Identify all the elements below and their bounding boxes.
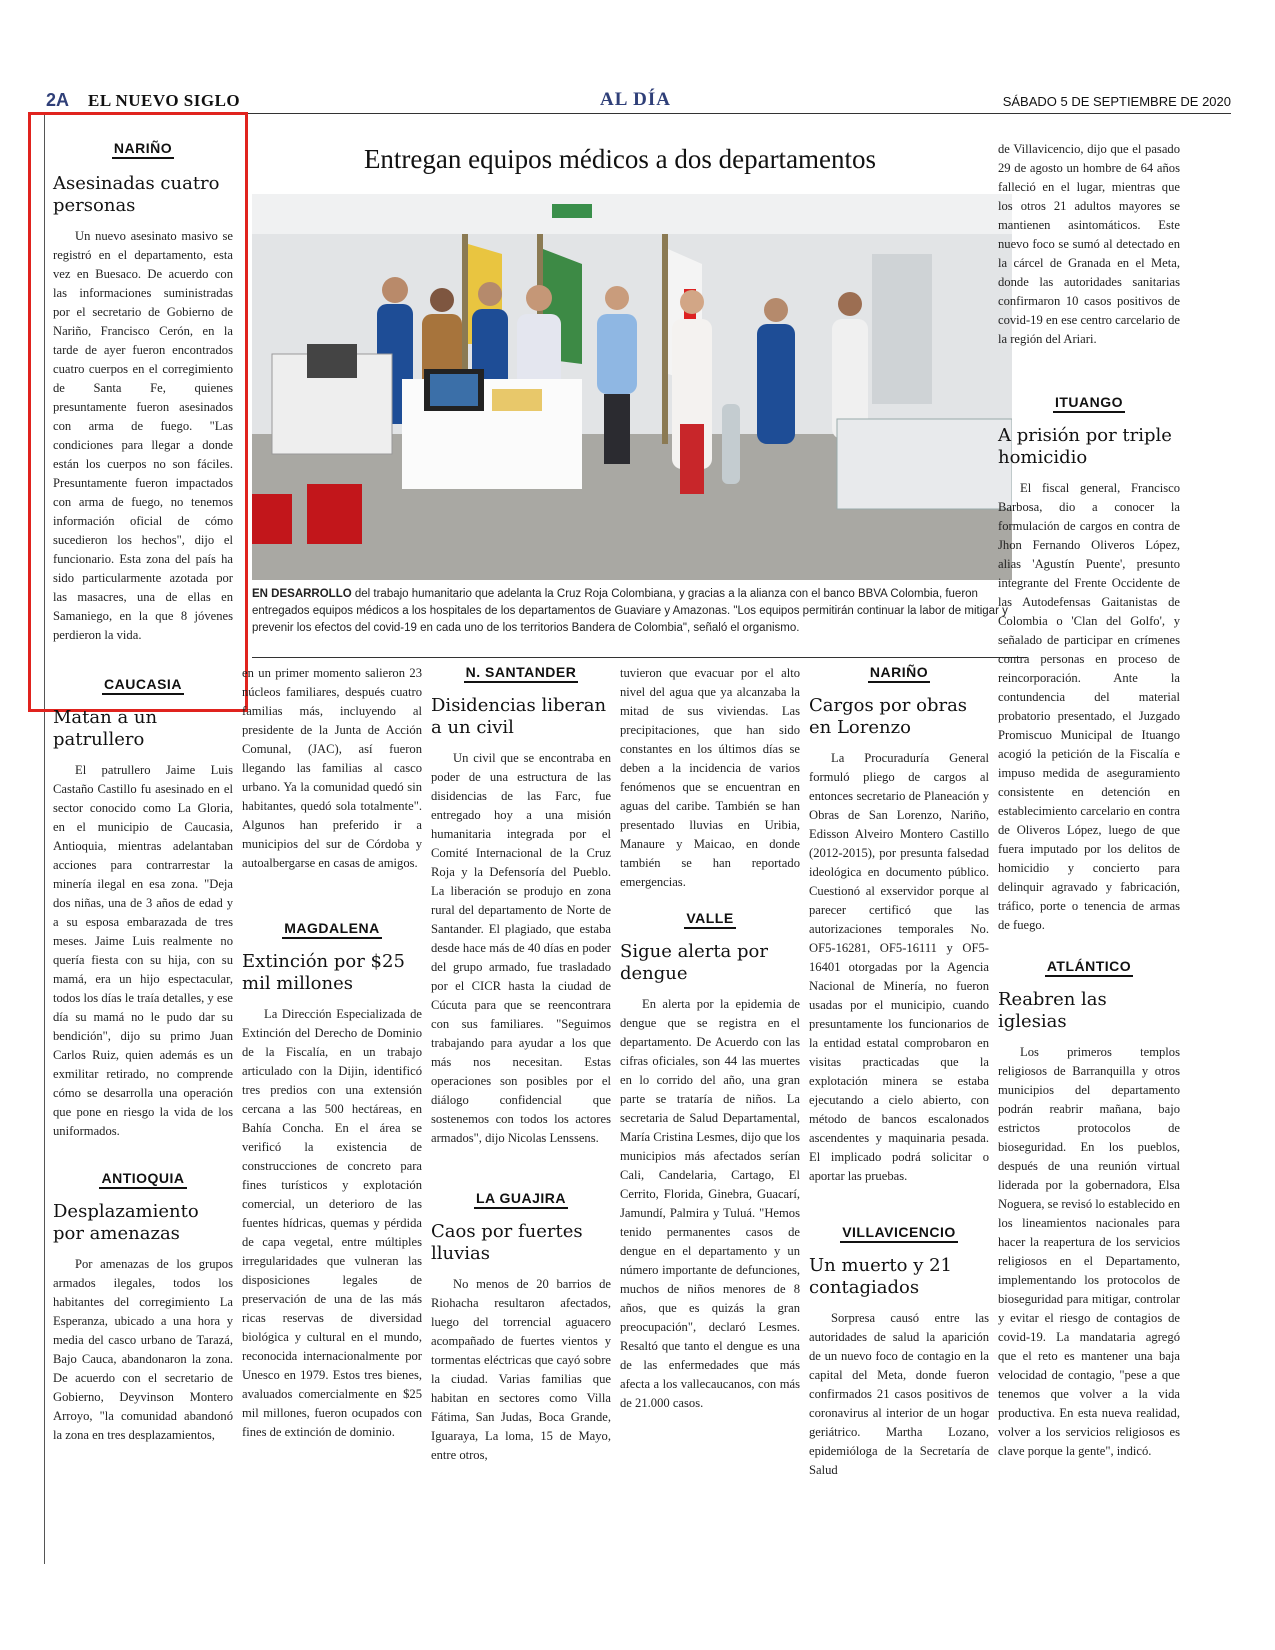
article-body: La Procuraduría General formuló pliego de cargos al entonces secretario de Planeación y Obras de San Lorenzo, Nariño, Edisson Alveiro Montero Castillo (2012-2015), por presunta falsedad ideológica en documento público. Cuestionó al exservidor porque al parecer certificó que las autorizaciones temporales No. OF5-16281, OF5-16111 y OF5-16401 otorgadas por la Agencia Nacional de Minería, no fueron usadas por el municipio, cuando presuntamente los funcionarios de la entidad estatal comprobaron en visitas practicadas que la explotación minera se estaba ejecutando a cielo abierto, con método de bancos escalonados ascendentes y maquinaria pesada. El implicado podrá solicitar o aportar las pruebas. bbox=[809, 751, 989, 1183]
article-body: El fiscal general, Francisco Barbosa, dio a conocer la formulación de cargos en contra de Jhon Fernando Oliveros López, alias 'Agustín Puente', presunto integrante del Frente Occidente de las Autodefensas Gaitanistas de Colombia o 'Clan del Golfo', y señalado de participar en crímenes contra personas en proceso de reincorporación. Ante la contundencia del material probatorio presentado, el Juzgado Promiscuo Municipal de Ituango acogió la petición de la Fiscalía e impuso medida de aseguramiento consistente en detención en establecimiento carcelario en contra de Oliveros López, luego de que fuera imputado por los delitos de homicidio y concierto para delinquir agravado y fabricación, tráfico, porte o tenencia de armas de fuego. bbox=[998, 481, 1180, 932]
article-kicker: MAGDALENA bbox=[242, 920, 422, 939]
feature-photo bbox=[252, 194, 1012, 580]
page-number: 2A bbox=[46, 90, 70, 110]
article-body: Los primeros templos religiosos de Barranquilla y otros municipios del departamento podrán reabrir mañana, bajo estrictos protocolos de bioseguridad. En los pueblos, después de una reunión virtual liderada por la gobernadora, Elsa Noguera, se revisó lo establecido en los lineamientos nacionales para hacer la reapertura de los servicios religiosos en el Departamento, implementando los protocolos de bioseguridad para mitigar, controlar y evitar el riesgo de contagios de covid-19. La mandataria agregó que el reto es mantener una baja velocidad de contagio, "pese a que tenemos que volver a la vida productiva. En esta nueva realidad, volver a los servicios religiosos es clave porque la gente", indicó. bbox=[998, 1045, 1180, 1458]
article-kicker: VILLAVICENCIO bbox=[809, 1224, 989, 1243]
article-headline: Cargos por obras en Lorenzo bbox=[809, 695, 968, 738]
article-body-continued: de Villavicencio, dijo que el pasado 29 de agosto un hombre de 64 años falleció en el lugar, mientras que los otros 21 adultos mayores se mantienen asintomáticos. Este nuevo foco se sumó al detectado en la cárcel de Granada en el Meta, donde las autoridades sanitarias confirmaron 10 casos positivos de covid-19 en ese centro carcelario de la región del Ariari. bbox=[998, 142, 1180, 346]
article-body-continued: en un primer momento salieron 23 núcleos familiares, después cuatro familias más, incluyendo al presidente de la Junta de Acción Comunal, (JAC), así fueron llegando las familias al casco urbano. Ya la comunidad quedó sin habitantes, quedó sola totalmente". Algunos han preferido ir a municipios del sur de Córdoba y autoalbergarse en casas de amigos. bbox=[242, 666, 422, 870]
feature-caption bbox=[252, 586, 1016, 637]
article-caucasia bbox=[53, 676, 233, 1141]
article-la-guajira bbox=[431, 1190, 611, 1465]
article-kicker: ATLÁNTICO bbox=[998, 958, 1180, 977]
article-villavicencio bbox=[809, 1224, 989, 1480]
article-kicker: CAUCASIA bbox=[53, 676, 233, 695]
article-headline: A prisión por triple homicidio bbox=[998, 425, 1172, 468]
article-headline: Disidencias liberan a un civil bbox=[431, 695, 607, 738]
article-ituango bbox=[998, 394, 1180, 935]
article-la-guajira-continued bbox=[620, 664, 800, 892]
caption-text: del trabajo humanitario que adelanta la Cruz Roja Colombiana, y gracias a la alianza con el banco BBVA Colombia, fueron entregados equipos médicos a los hospitales de los departamentos de Guaviare y Amazonas. "Los equipos permitirán continuar la labor de mitigar y prevenir los efectos del covid-19 en cada uno de los territorios Bandera de Colombia", señaló el organismo. bbox=[252, 588, 1008, 634]
photo-rule bbox=[252, 657, 1027, 658]
article-antioquia-continued bbox=[242, 664, 422, 873]
article-kicker: N. SANTANDER bbox=[431, 664, 611, 683]
article-valle bbox=[620, 910, 800, 1413]
article-body: Por amenazas de los grupos armados ilegales, todos los habitantes del corregimiento La Esperanza, ubicado a una hora y media del casco urbano de Tarazá, Bajo Cauca, abandonaron la zona. De acuerdo con el secretario de Gobierno, Deyvinson Montero Arroyo, "la comunidad abandonó la zona en tres desplazamientos, bbox=[53, 1257, 233, 1442]
article-body: Sorpresa causó entre las autoridades de salud la aparición de un nuevo foco de contagio en la capital del Meta, donde fueron confirmados 21 casos positivos de coronavirus al interior de un hogar geriátrico. Martha Lozano, epidemióloga de la Secretaría de Salud bbox=[809, 1311, 989, 1477]
article-kicker: NARIÑO bbox=[809, 664, 989, 683]
article-body: La Dirección Especializada de Extinción del Derecho de Dominio de la Fiscalía, en un trabajo articulado con la Dijin, identificó tres predios con una extensión cercana a las 500 hectáreas, en Bahía Concha. En el área se verificó la existencia de construcciones de concreto para fines turísticos y explotación comercial, un deterioro de las fuentes hídricas, quemas y pérdida de capa vegetal, entre múltiples irregularidades que vulneran las disposiciones legales de preservación de una de las más ricas reservas de diversidad biológica y cultural en el mundo, reconocida internacionalmente por Unesco en 1979. Estos tres bienes, avaluados comercialmente en $25 mil millones, fueron ocupados con fines de extinción de dominio. bbox=[242, 1007, 422, 1439]
medical-team-photo bbox=[252, 194, 1012, 580]
article-headline: Desplazamiento por amenazas bbox=[53, 1201, 199, 1244]
article-body: El patrullero Jaime Luis Castaño Castillo fu asesinado en el sector conocido como La Gloria, en el municipio de Caucasia, Antioquia, mientras adelantaban acciones para contrarrestar la minería ilegal en esa zona. "Deja dos niñas, una de 3 años de edad y a su esposa embarazada de tres meses. Jaime Luis realmente no quería fiesta con su hija, con su mamá, era un hijo espectacular, todos los días le traía detalles, y ese día su mamá no le pudo dar su bendición", dijo su primo Juan Carlos Ruiz, quien además es un exmilitar retirado, no comprende cómo se desarrolla una operación que pone en riesgo la vida de los uniformados. bbox=[53, 763, 233, 1138]
article-body-continued: tuvieron que evacuar por el alto nivel del agua que ya alcanzaba la mitad de sus viviendas. Las precipitaciones, que han sido constantes en los últimos días se deben a la incidencia de varios fenómenos que se encuentran en aguas del caribe. También se han presentado lluvias en Uribia, Manaure y Maicao, en donde también se han reportado emergencias. bbox=[620, 666, 800, 889]
article-body: Un nuevo asesinato masivo se registró en el departamento, esta vez en Buesaco. De acuerdo con las informaciones suministradas por el secretario de Gobierno de Nariño, Francisco Cerón, en la tarde de ayer fueron encontrados cuatro cuerpos en el corregimiento de Santa Fe, quienes presuntamente fueron asesinados con arma de fuego. "Las condiciones para llegar a donde están los cuerpos no son fáciles. Presuntamente fueron impactados con arma de fuego, no tenemos información oficial de cómo sucedieron los hechos", dijo el funcionario. Esta zona del país ha sido particularmente azotada por las masacres, una de ellas en Samaniego, en la que 8 jóvenes perdieron la vida. bbox=[53, 229, 233, 642]
article-antioquia bbox=[53, 1170, 233, 1445]
article-headline: Un muerto y 21 contagiados bbox=[809, 1255, 952, 1298]
article-atlantico bbox=[998, 958, 1180, 1461]
article-kicker: LA GUAJIRA bbox=[431, 1190, 611, 1209]
article-headline: Sigue alerta por dengue bbox=[620, 941, 768, 984]
article-kicker: ITUANGO bbox=[998, 394, 1180, 413]
article-headline: Matan a un patrullero bbox=[53, 707, 158, 750]
article-headline: Extinción por $25 mil millones bbox=[242, 951, 405, 994]
article-headline: Reabren las iglesias bbox=[998, 989, 1107, 1032]
article-body: Un civil que se encontraba en poder de una estructura de las disidencias de las Farc, fue entregado hoy a una misión humanitaria integrada por el Comité Internacional de la Cruz Roja y la Defensoría del Pueblo. La liberación se produjo en zona rural del departamento de Norte de Santander. El plagiado, que estaba desde hace más de 40 días en poder del grupo armado, fue trasladado por el CICR hasta la ciudad de Cúcuta para que se reencontrara con sus familiares. "Seguimos trabajando para ayudar a los que más nos necesitan. Estas operaciones son posibles por el diálogo confidencial que sostenemos con todos los actores armados", dijo Nicolas Lenssens. bbox=[431, 751, 611, 1145]
feature-headline: Entregan equipos médicos a dos departamentos bbox=[363, 144, 877, 174]
article-headline: Asesinadas cuatro personas bbox=[53, 173, 220, 216]
article-kicker: ANTIOQUIA bbox=[53, 1170, 233, 1189]
article-magdalena bbox=[242, 920, 422, 1442]
caption-lead: EN DESARROLLO bbox=[252, 588, 352, 600]
article-kicker: VALLE bbox=[620, 910, 800, 929]
article-narino-lorenzo bbox=[809, 664, 989, 1186]
article-body: No menos de 20 barrios de Riohacha resultaron afectados, luego del torrencial aguacero acompañado de fuertes vientos y tormentas eléctricas que cayó sobre la ciudad. Varias familias que habitan en sectores como Villa Fátima, San Judas, Boca Grande, Iguaraya, La loma, 15 de Mayo, entre otros, bbox=[431, 1277, 611, 1462]
article-headline: Caos por fuertes lluvias bbox=[431, 1221, 583, 1264]
article-body: En alerta por la epidemia de dengue que se registra en el departamento. De Acuerdo con las cifras oficiales, son 44 las muertes en lo corrido del año, una gran parte se trataría de niños. La secretaria de Salud Departamental, María Cristina Lesmes, dijo que los municipios más afectados serían Cali, Candelaria, Cartago, El Cerrito, Florida, Ginebra, Guacarí, Jamundí, Palmira y Tuluá. "Hemos tenido permanentes casos de dengue en el departamento y un número importante de defunciones, muchos de niños menores de 8 años, que es quizás la gran preocupación", declaró Lesmes. Resaltó que tanto el dengue es una de las enfermedades que más afecta a los vallecaucanos, con más de 21.000 casos. bbox=[620, 997, 800, 1410]
issue-date: SÁBADO 5 DE SEPTIEMBRE DE 2020 bbox=[1002, 94, 1231, 109]
newspaper-masthead: EL NUEVO SIGLO bbox=[88, 91, 241, 110]
article-norte-santander bbox=[431, 664, 611, 1148]
article-villavicencio-continued bbox=[998, 140, 1180, 349]
section-title: AL DÍA bbox=[600, 89, 671, 110]
article-narino-asesinadas bbox=[53, 140, 233, 645]
article-kicker: NARIÑO bbox=[53, 140, 233, 159]
